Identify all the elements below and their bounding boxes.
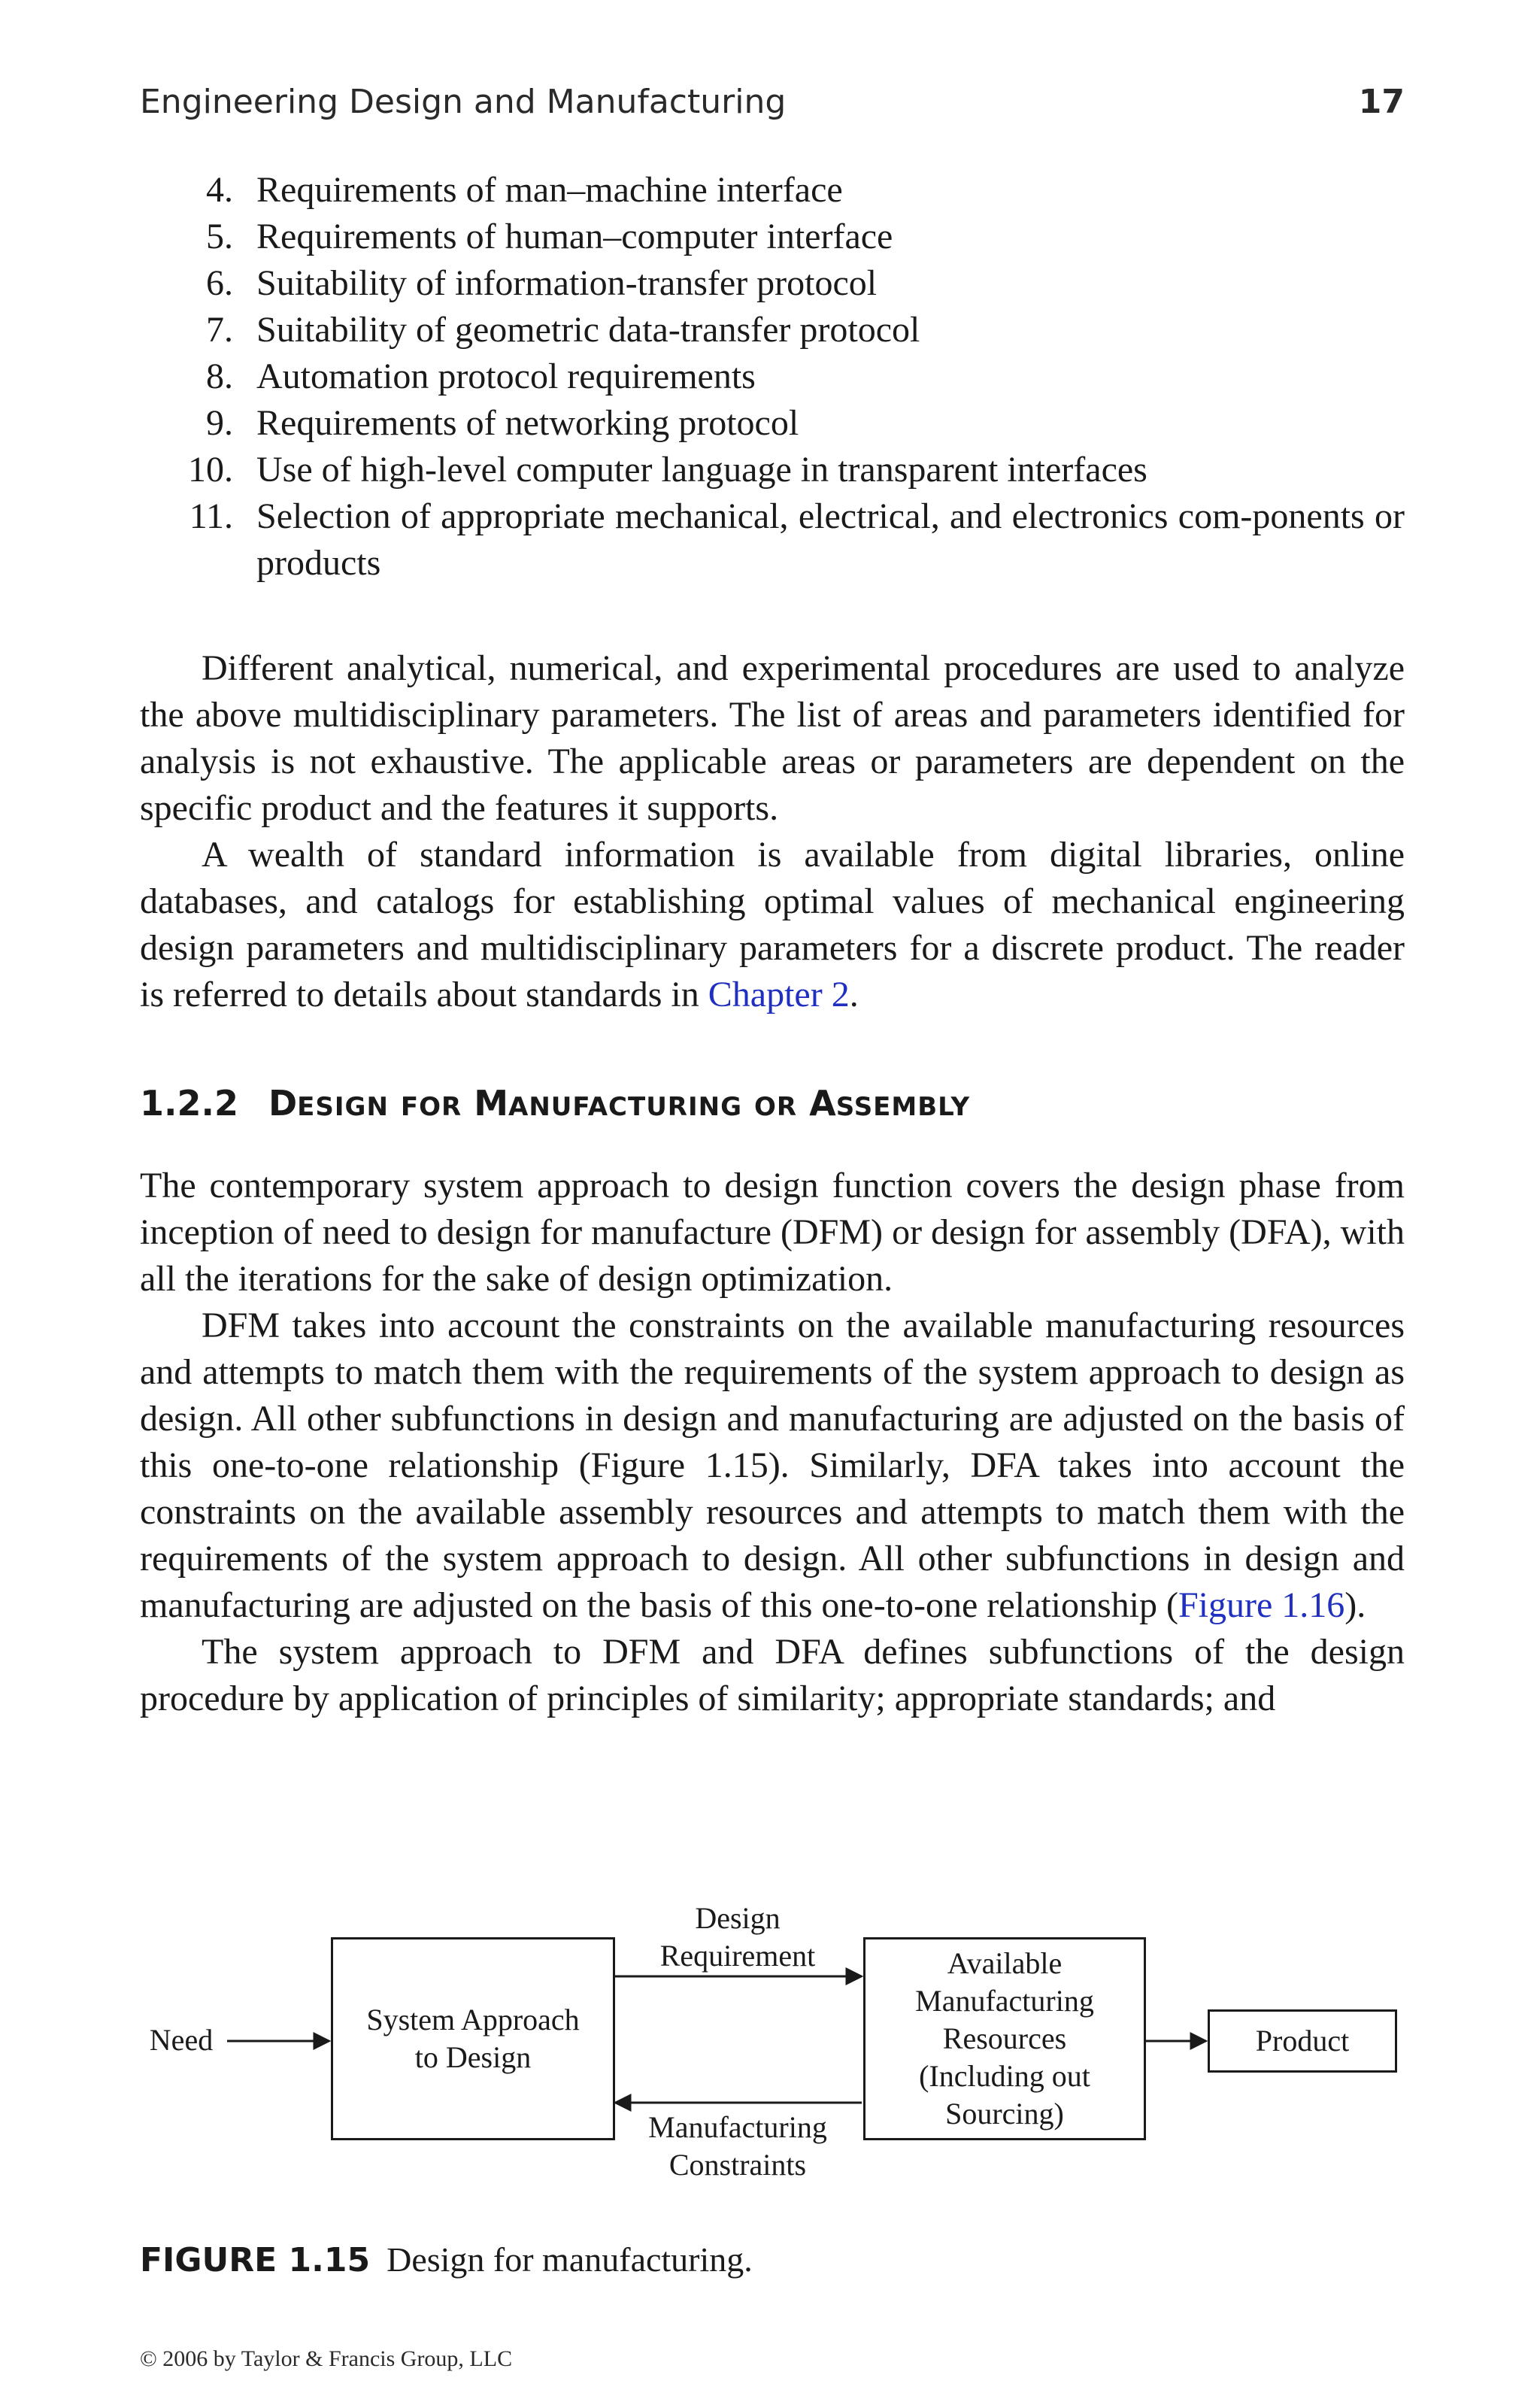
copyright-footer: © 2006 by Taylor & Francis Group, LLC — [140, 2346, 513, 2371]
heading-word: ANUFACTURING — [508, 1092, 742, 1122]
heading-letter: D — [268, 1083, 298, 1124]
paragraph — [140, 1303, 1405, 1629]
system-approach-box — [331, 1937, 615, 2140]
list-item-text: Requirements of human–computer interface — [256, 217, 893, 256]
figure-link[interactable]: Figure 1.16 — [1178, 1585, 1345, 1625]
caption-text: Design for manufacturing. — [387, 2240, 753, 2279]
heading-word: FOR — [400, 1092, 462, 1122]
list-item-number: 7. — [206, 310, 233, 350]
list-item — [140, 353, 1405, 400]
section-heading — [140, 1083, 1405, 1124]
page-number: 17 — [1358, 83, 1405, 121]
design-requirement-label — [614, 1900, 862, 1975]
label-line: Requirement — [659, 1939, 816, 1973]
chapter-link[interactable]: Chapter 2 — [708, 975, 850, 1014]
list-item-text: Requirements of networking protocol — [256, 403, 799, 443]
box-label-line: (Including out — [919, 2059, 1090, 2093]
list-item-number: 6. — [206, 263, 233, 303]
heading-word: OR — [754, 1092, 798, 1122]
manufacturing-constraints-label — [614, 2109, 862, 2184]
list-item — [140, 400, 1405, 447]
list-item-number: 10. — [188, 450, 233, 490]
box-label-line: System Approach — [366, 2003, 580, 2036]
list-item-number: 5. — [206, 217, 233, 256]
running-head — [140, 83, 1405, 135]
list-item — [140, 214, 1405, 260]
caption-label: FIGURE 1.15 — [140, 2241, 371, 2279]
paragraph — [140, 832, 1405, 1018]
heading-word: ESIGN — [297, 1092, 389, 1122]
paragraph: Different analytical, numerical, and experimental procedures are used to analyze the above multidisciplinary parameters. The list of areas and parameters identified for analysis is not exhaustive. The applicable areas or parameters are dependent on the specific product and the features it supports. — [140, 648, 1405, 828]
heading-letter: A — [809, 1083, 836, 1124]
box-label-line: Sourcing) — [945, 2097, 1064, 2131]
heading-letter: M — [474, 1083, 509, 1124]
list-item — [140, 260, 1405, 307]
list-item-text: Suitability of geometric data-transfer protocol — [256, 310, 920, 350]
list-item-number: 11. — [189, 496, 233, 536]
running-head-title: Engineering Design and Manufacturing — [140, 83, 787, 121]
box-label-line: Available — [947, 1946, 1063, 1980]
list-item-number: 4. — [206, 170, 233, 210]
label-line: Design — [695, 1901, 781, 1935]
label-line: Manufacturing — [648, 2110, 827, 2144]
section-number: 1.2.2 — [140, 1083, 238, 1124]
need-label: Need — [149, 2023, 214, 2057]
paragraph: The contemporary system approach to design function covers the design phase from inception of need to design for manufacture (DFM) or design for assembly (DFA), with all the iterations for the sake of design optimization. — [140, 1166, 1405, 1299]
heading-word: SSEMBLY — [835, 1092, 971, 1122]
list-item-text: Selection of appropriate mechanical, electrical, and electronics com-ponents or products — [256, 496, 1405, 583]
paragraph-text: A wealth of standard information is available from digital libraries, online databases, and catalogs for establishing optimal values of mechanical engineering design parameters and multidisciplinary parameters for a discrete product. The reader is referred to details about standards in — [140, 835, 1405, 1014]
list-item — [140, 307, 1405, 353]
list-item-text: Use of high-level computer language in transparent interfaces — [256, 450, 1147, 490]
list-item — [140, 167, 1405, 214]
numbered-list — [140, 167, 1405, 587]
product-box — [1208, 2009, 1397, 2073]
paragraph-text: DFM takes into account the constraints on the available manufacturing resources and attempts to match them with the requirements of the system approach to design as design. All other subfunctions in design and manufacturing are adjusted on the basis of this one-to-one relationship (Figure 1.15). Similarly, DFA takes into account the constraints on the available assembly resources and attempts to match them with the requirements of the system approach to design. All other subfunctions in design and manufacturing are adjusted on the basis of this one-to-one relationship ( — [140, 1306, 1405, 1625]
box-label-line: to Design — [414, 2040, 532, 2074]
list-item — [140, 447, 1405, 493]
box-label-line: Resources — [942, 2021, 1067, 2055]
list-item — [140, 493, 1405, 587]
paragraph-text: . — [849, 975, 859, 1014]
list-item-text: Requirements of man–machine interface — [256, 170, 843, 210]
box-label-line: Manufacturing — [915, 1984, 1094, 2018]
figure-diagram — [140, 1880, 1405, 2196]
label-line: Constraints — [668, 2148, 807, 2182]
list-item-number: 9. — [206, 403, 233, 443]
list-item-text: Automation protocol requirements — [256, 356, 756, 396]
body-block-b — [140, 1163, 1405, 1722]
paragraph-text: ). — [1344, 1585, 1366, 1625]
figure-caption — [140, 2240, 753, 2279]
body-block-a — [140, 645, 1405, 1018]
paragraph: The system approach to DFM and DFA defines subfunctions of the design procedure by application of principles of similarity; appropriate standards; and — [140, 1632, 1405, 1718]
manufacturing-resources-box — [863, 1937, 1146, 2140]
box-label-line: Product — [1255, 2024, 1350, 2058]
list-item-text: Suitability of information-transfer protocol — [256, 263, 878, 303]
list-item-number: 8. — [206, 356, 233, 396]
